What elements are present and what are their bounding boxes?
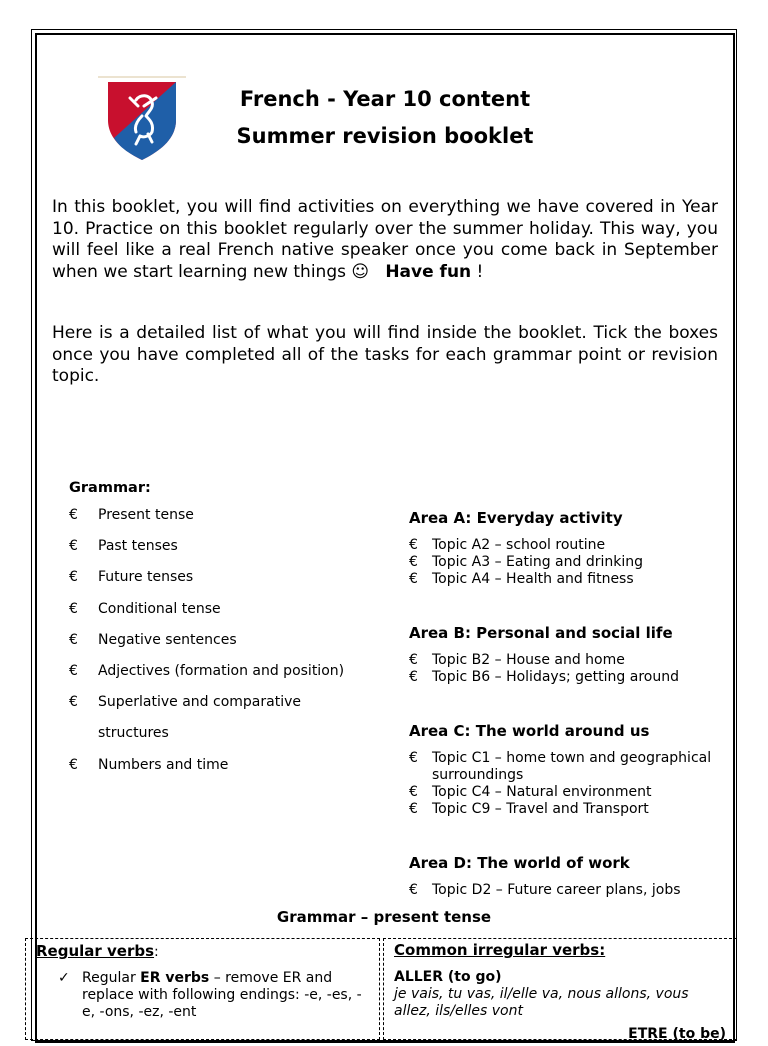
checkbox-bullet-icon[interactable]: € [409, 784, 418, 800]
area-d [409, 854, 729, 899]
checkbox-bullet-icon[interactable]: € [409, 882, 418, 898]
area-a [409, 509, 729, 588]
grammar-item[interactable]: € Numbers and time [69, 757, 344, 788]
list-item: ✓ Regular ER verbs – remove ER and replace with following endings: -e, -es, -e, -ons, -ez, -ent [58, 970, 362, 1020]
school-crest-logo [98, 76, 186, 162]
topic-areas [409, 509, 729, 899]
topic-item[interactable]: € Topic C1 – home town and geographical surroundings [409, 750, 712, 783]
checkbox-bullet-icon[interactable]: € [409, 801, 418, 817]
have-fun-end: ! [471, 261, 484, 282]
grammar-item[interactable]: € Superlative and comparative [69, 694, 344, 725]
topic-item[interactable]: € Topic C4 – Natural environment [409, 784, 652, 800]
grammar-item[interactable]: € Conditional tense [69, 601, 344, 632]
section-title: Grammar – present tense [276, 908, 492, 926]
checkmark-icon: ✓ [58, 970, 70, 986]
topic-item[interactable]: € Topic A2 – school routine [409, 537, 606, 553]
checkbox-bullet-icon[interactable]: € [409, 669, 418, 685]
checkbox-bullet-icon[interactable]: € [69, 507, 78, 523]
instructions-text: Here is a detailed list of what you will find inside the booklet. Tick the boxes once you have completed all of the tasks for each grammar point or revision topic. [52, 323, 718, 386]
regular-verbs-heading: Regular verbs [36, 942, 155, 960]
intro-paragraph [52, 197, 718, 283]
grammar-item[interactable]: € Negative sentences [69, 632, 344, 663]
area-title: Area A: Everyday activity [409, 509, 623, 527]
checkbox-bullet-icon[interactable]: € [69, 538, 78, 555]
checkbox-bullet-icon[interactable]: € [409, 537, 418, 553]
page-title: French - Year 10 content [239, 87, 531, 111]
checkbox-bullet-icon[interactable]: € [409, 750, 418, 766]
topic-item[interactable]: € Topic C9 – Travel and Transport [409, 801, 649, 817]
regular-verbs-box: Regular verbs: ✓ Regular ER verbs – remove ER and replace with following endings: -e, -es, -e, -ons, -ez, -ent [25, 938, 380, 1040]
aller-conjugation: je vais, tu vas, il/elle va, nous allons, vous allez, ils/elles vont [394, 986, 689, 1019]
topic-item[interactable]: € Topic D2 – Future career plans, jobs [409, 882, 681, 898]
topic-item[interactable]: € Topic A3 – Eating and drinking [409, 554, 644, 570]
area-title: Area B: Personal and social life [409, 624, 673, 642]
grammar-heading: Grammar: [69, 480, 151, 496]
grammar-item-continuation: structures [98, 725, 169, 742]
page-subtitle: Summer revision booklet [236, 124, 534, 148]
area-title: Area C: The world around us [409, 722, 650, 740]
checkbox-bullet-icon[interactable]: € [409, 652, 418, 668]
checkbox-bullet-icon[interactable]: € [69, 694, 78, 711]
topic-item[interactable]: € Topic A4 – Health and fitness [409, 571, 634, 587]
checkbox-bullet-icon[interactable]: € [69, 756, 78, 773]
topic-item[interactable]: € Topic B2 – House and home [409, 652, 625, 668]
checkbox-bullet-icon[interactable]: € [409, 571, 418, 587]
checkbox-bullet-icon[interactable]: € [409, 554, 418, 570]
checkbox-bullet-icon[interactable]: € [69, 569, 78, 586]
checkbox-bullet-icon[interactable]: € [69, 662, 78, 679]
grammar-item[interactable]: € Past tenses [69, 538, 344, 569]
etre-label: ETRE (to be) [628, 1026, 726, 1042]
topic-item[interactable]: € Topic B6 – Holidays; getting around [409, 669, 679, 685]
irregular-verbs-heading: Common irregular verbs: [394, 941, 606, 959]
area-b [409, 624, 729, 686]
checkbox-bullet-icon[interactable]: € [69, 600, 78, 617]
instructions-paragraph [52, 323, 718, 388]
area-c [409, 722, 729, 818]
intro-text: In this booklet, you will find activities on everything we have covered in Year 10. Practice on this booklet regularly over the summer holiday. This way, you will feel like a real French native speaker once you come back in September when we start learning new things ☺ [52, 197, 718, 282]
grammar-checklist [69, 507, 344, 788]
grammar-item[interactable]: € Adjectives (formation and position) [69, 663, 344, 694]
irregular-verbs-box [383, 938, 737, 1040]
grammar-item[interactable]: € Present tense [69, 507, 344, 538]
aller-label: ALLER (to go) [394, 969, 502, 985]
checkbox-bullet-icon[interactable]: € [69, 631, 78, 648]
have-fun-text: Have fun [385, 261, 472, 282]
grammar-item[interactable]: € Future tenses [69, 569, 344, 600]
area-title: Area D: The world of work [409, 854, 630, 872]
